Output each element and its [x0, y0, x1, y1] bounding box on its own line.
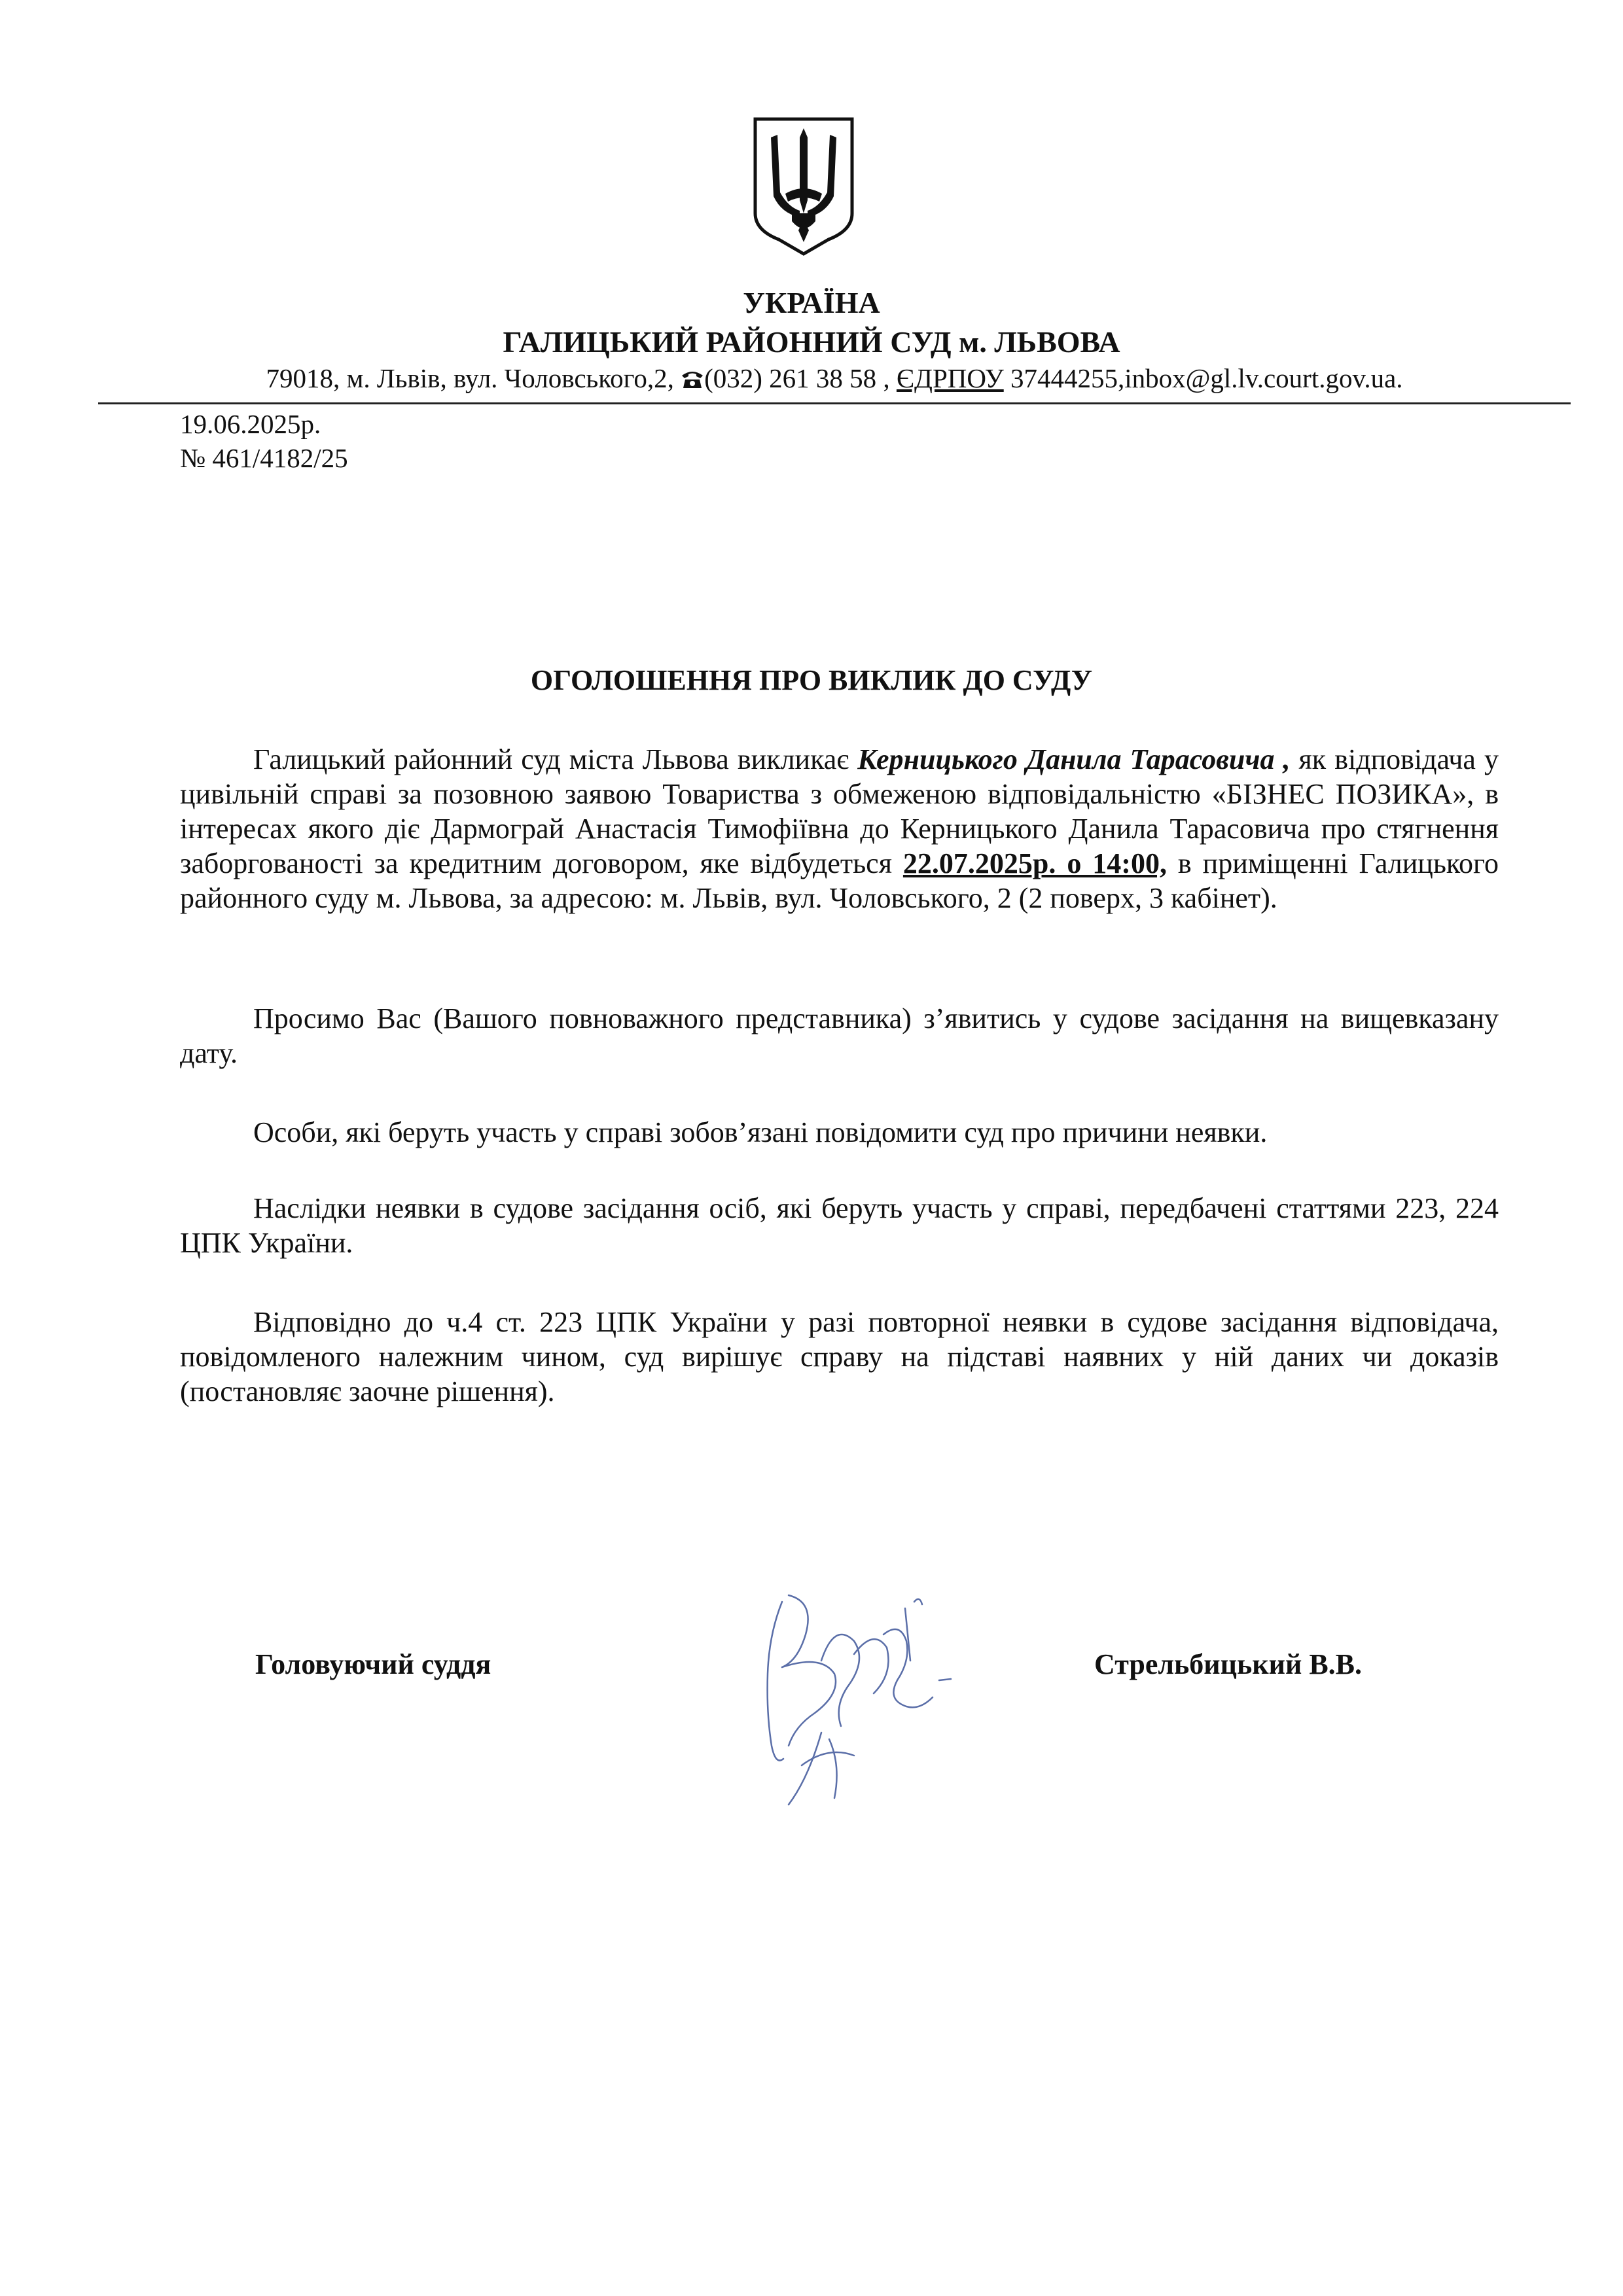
- case-number: № 461/4182/25: [180, 443, 348, 473]
- document-title: ОГОЛОШЕННЯ ПРО ВИКЛИК ДО СУДУ: [530, 664, 1093, 696]
- defendant-name: Керницького Данила Тарасовича ,: [857, 743, 1291, 775]
- court-heading: ГАЛИЦЬКИЙ РАЙОННИЙ СУД м. ЛЬВОВА: [503, 325, 1120, 359]
- absence-consequences-paragraph: Наслідки неявки в судове засідання осіб, які беруть участь у справі, передбачені статтями 223, 224 ЦПК України.: [180, 1192, 1499, 1259]
- signatory-name: Стрельбицький В.В.: [1094, 1648, 1363, 1680]
- header-divider: [98, 402, 1571, 404]
- phone-icon: [681, 369, 704, 389]
- summons-paragraph: [180, 742, 1499, 915]
- appearance-request-paragraph: Просимо Вас (Вашого повноважного представника) з’явитись у судове засідання на вищевказану дату.: [180, 1002, 1499, 1069]
- hearing-location: в приміщенні Галицького районного суду м. Львова, за адресою: м. Львів, вул. Чоловського, 2 (2 поверх, 3 кабінет).: [180, 847, 1499, 914]
- summons-intro: Галицький районний суд міста Львова викликає: [253, 743, 858, 775]
- edrpou-value: 37444255,: [1003, 363, 1125, 393]
- absence-notice-paragraph: Особи, які беруть участь у справі зобов’язані повідомити суд про причини неявки.: [253, 1116, 1268, 1148]
- handwritten-signature: [743, 1582, 965, 1818]
- edrpou-label: ЄДРПОУ: [896, 363, 1004, 393]
- court-phone: (032) 261 38 58 ,: [704, 363, 897, 393]
- hearing-datetime: 22.07.2025р. о 14:00,: [902, 847, 1167, 879]
- court-email: inbox@gl.lv.court.gov.ua.: [1124, 363, 1403, 393]
- country-heading: УКРАЇНА: [743, 286, 880, 319]
- court-address: 79018, м. Львів, вул. Чоловського,2,: [266, 363, 681, 393]
- court-contact-line: [98, 365, 1571, 392]
- signatory-title: Головуючий суддя: [255, 1648, 491, 1680]
- document-date: 19.06.2025р.: [180, 409, 321, 439]
- case-description: як відповідача у цивільній справі за позовною заявою Товариства з обмеженою відповідальністю «БІЗНЕС ПОЗИКА», в інтересах якого діє Дармограй Анастасія Тимофіївна до Керницького Данила Тарасовича про стягнення заборгованості за кредитним договором, яке відбудеться: [180, 743, 1499, 879]
- coat-of-arms-icon: [751, 115, 856, 258]
- default-judgment-paragraph: Відповідно до ч.4 ст. 223 ЦПК України у разі повторної неявки в судове засідання відповідача, повідомленого належним чином, суд вирішує справу на підставі наявних у ній даних чи доказів (постановляє заочне рішення).: [180, 1306, 1499, 1407]
